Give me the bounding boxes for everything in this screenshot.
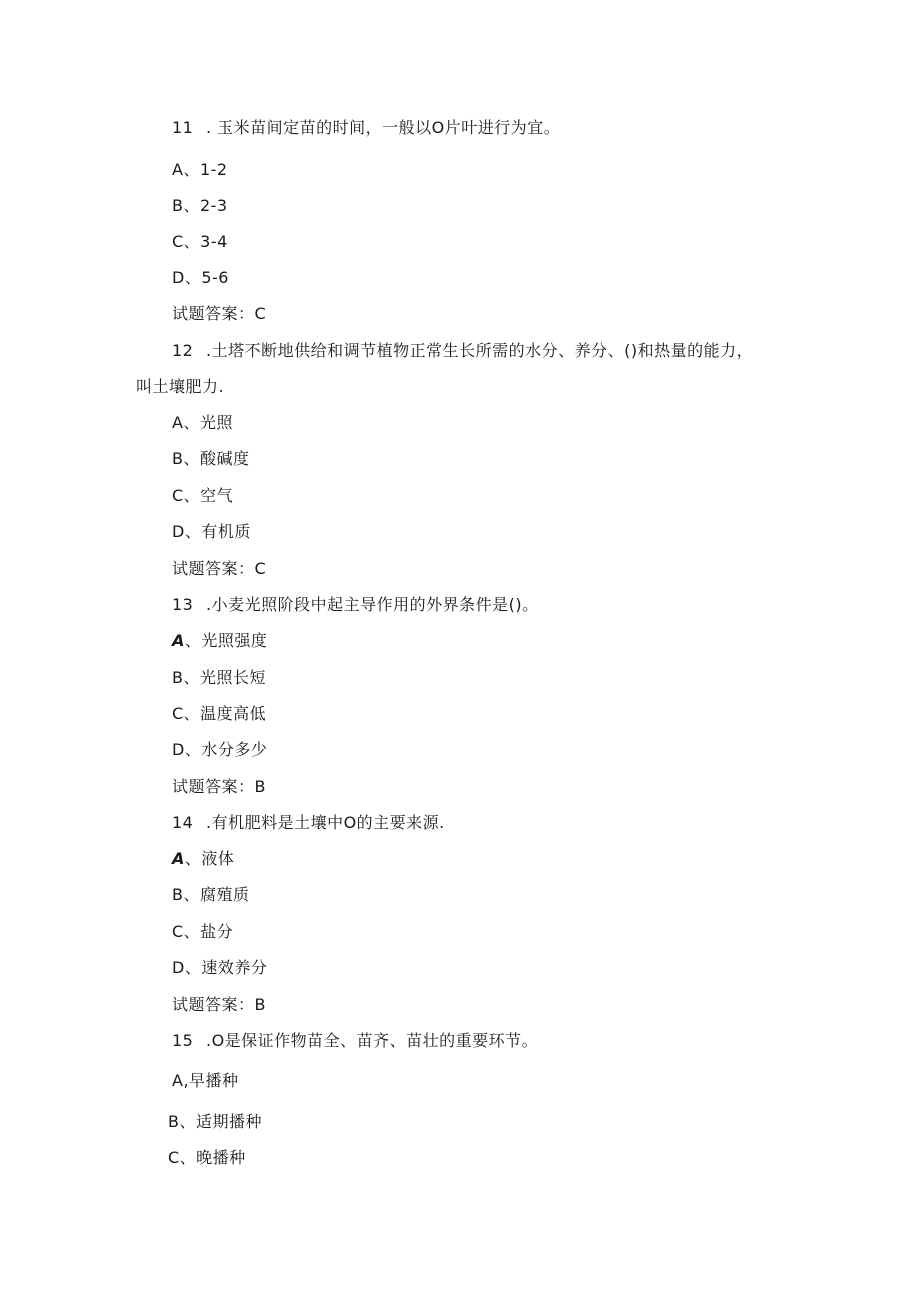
- option-text: 、光照强度: [184, 631, 268, 650]
- option-b: B、酸碱度: [172, 449, 250, 468]
- question-number: 14: [172, 813, 194, 832]
- answer-line: 试题答案：B: [172, 777, 266, 796]
- option-c: C、3-4: [172, 232, 228, 251]
- option-b: B、2-3: [172, 196, 228, 215]
- option-a: A,早播种: [172, 1071, 239, 1090]
- option-c: C、空气: [172, 486, 234, 505]
- question-text: .小麦光照阶段中起主导作用的外界条件是()。: [206, 595, 539, 614]
- answer-line: 试题答案：B: [172, 995, 266, 1014]
- question-text: . 玉米苗间定苗的时间，一般以O片叶进行为宜。: [206, 118, 561, 137]
- question-number: 12: [172, 341, 194, 360]
- option-a: [172, 849, 234, 869]
- question-11-stem: [172, 118, 560, 138]
- option-b: B、适期播种: [168, 1112, 262, 1131]
- option-c: C、盐分: [172, 922, 234, 941]
- option-b: B、腐殖质: [172, 885, 250, 904]
- question-number: 11: [172, 118, 194, 137]
- question-15-stem: [172, 1031, 538, 1051]
- question-text: .土塔不断地供给和调节植物正常生长所需的水分、养分、()和热量的能力，: [206, 341, 754, 360]
- question-12-stem: [172, 341, 753, 361]
- question-text: .有机肥料是土壤中O的主要来源.: [206, 813, 445, 832]
- question-number: 13: [172, 595, 194, 614]
- option-letter: A: [172, 631, 185, 650]
- option-d: D、水分多少: [172, 740, 268, 759]
- option-a: [172, 631, 267, 651]
- option-letter: A: [172, 849, 185, 868]
- answer-line: 试题答案：C: [172, 304, 267, 323]
- option-text: 、液体: [184, 849, 235, 868]
- answer-line: 试题答案：C: [172, 559, 267, 578]
- question-text: .O是保证作物苗全、苗齐、苗壮的重要环节。: [206, 1031, 539, 1050]
- option-d: D、速效养分: [172, 958, 268, 977]
- question-14-stem: [172, 813, 445, 833]
- option-b: B、光照长短: [172, 668, 266, 687]
- question-number: 15: [172, 1031, 194, 1050]
- option-a: A、光照: [172, 413, 233, 432]
- option-d: D、有机质: [172, 522, 251, 541]
- option-c: C、温度高低: [172, 704, 267, 723]
- option-a: A、1-2: [172, 160, 228, 179]
- question-13-stem: [172, 595, 539, 615]
- option-d: D、5-6: [172, 268, 229, 287]
- question-12-stem-continued: 叫土壤肥力.: [136, 377, 225, 396]
- option-c: C、晚播种: [168, 1148, 246, 1167]
